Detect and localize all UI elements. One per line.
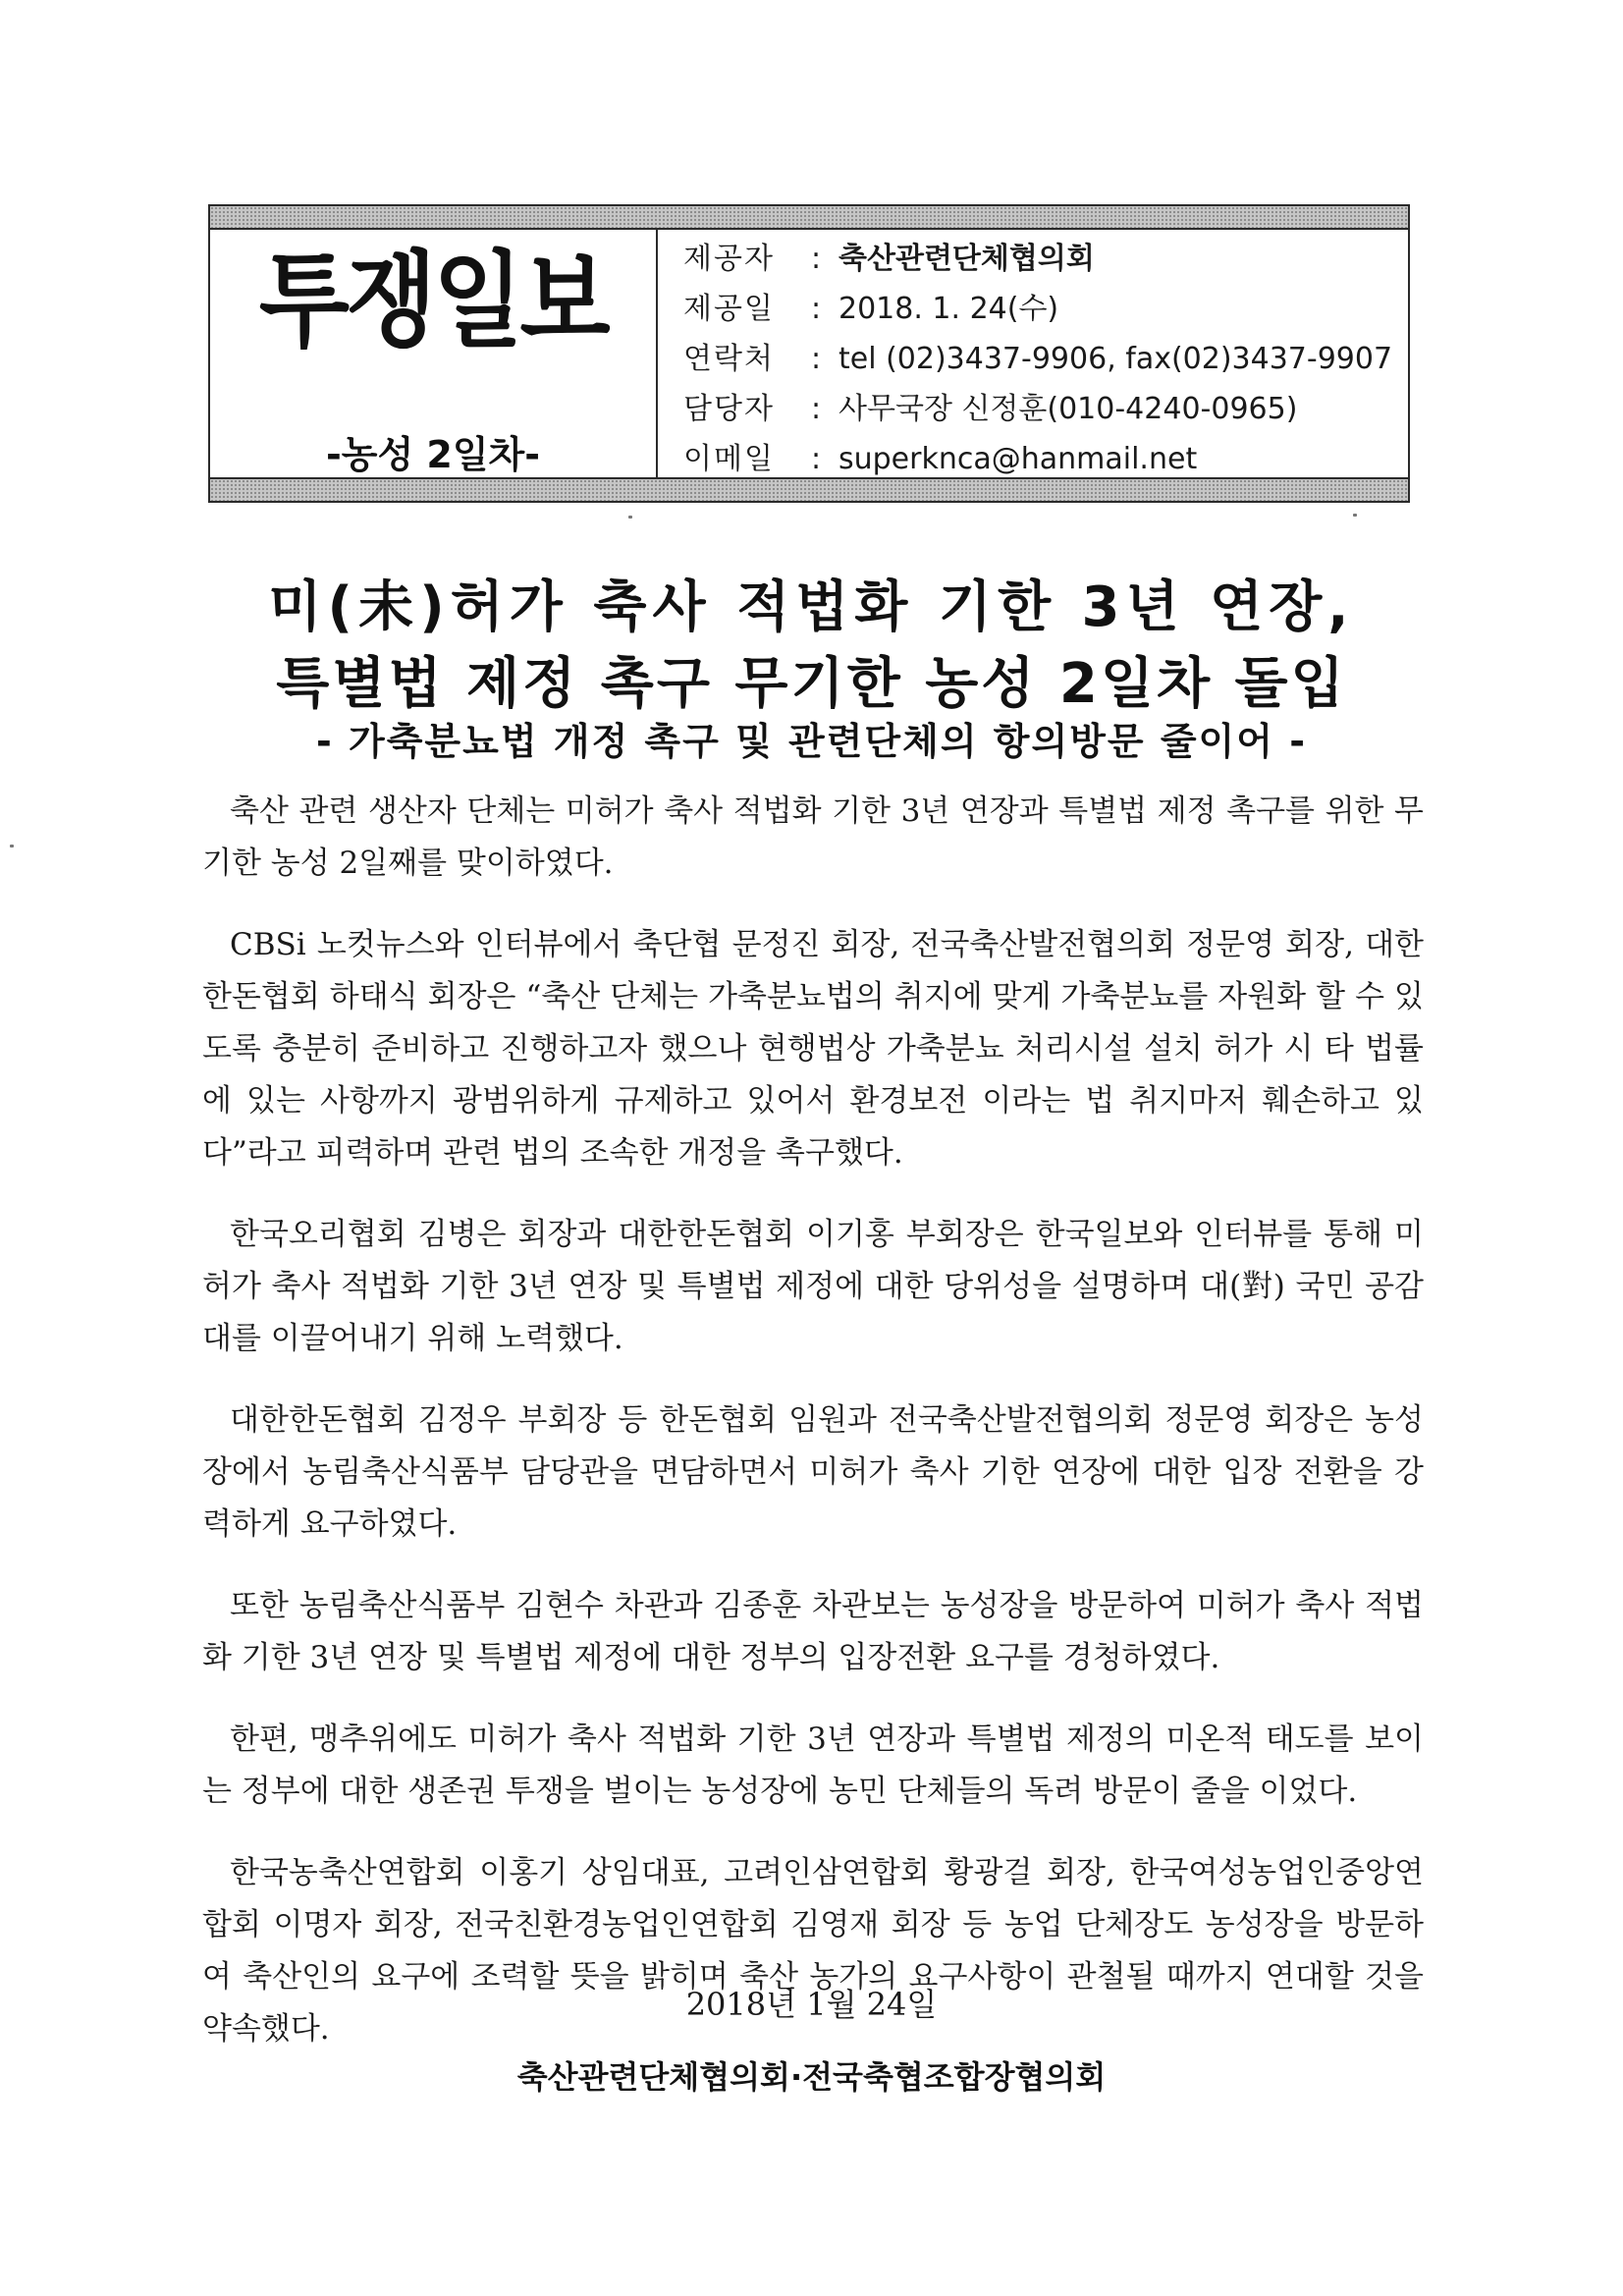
masthead-subtag: -농성 2일차- [325,433,541,476]
article-paragraph-2: CBSi 노컷뉴스와 인터뷰에서 축단협 문정진 회장, 전국축산발전협의회 정문영 회장, 대한한돈협회 하태식 회장은 “축산 단체는 가축분뇨법의 취지에 맞게 가축분뇨를 자원화 할 수 있도록 충분히 준비하고 진행하고자 했으나 현행법상 가축분뇨 처리시설 설치 허가 시 타 법률에 있는 사항까지 광범위하게 규제하고 있어서 환경보전 이라는 법 취지마저 훼손하고 있다”라고 피력하며 관련 법의 조속한 개정을 촉구했다. [202,927,1424,1171]
masthead-title: 투쟁일보 [258,241,608,361]
scan-speck [10,845,14,847]
info-label: 연락처 [683,342,775,376]
article-paragraph-1: 축산 관련 생산자 단체는 미허가 축사 적법화 기한 3년 연장과 특별법 제정 촉구를 위한 무기한 농성 2일째를 맞이하였다. [202,793,1424,881]
info-value-provider: 축산관련단체협의회 [839,242,1095,276]
article-paragraph-6: 한편, 맹추위에도 미허가 축사 적법화 기한 3년 연장과 특별법 제정의 미온적 태도를 보이는 정부에 대한 생존권 투쟁을 벌이는 농성장에 농민 단체들의 독려 방문이 줄을 이었다. [202,1722,1424,1809]
info-row-date [683,284,1398,334]
info-value-email: superknca@hanmail.net [839,442,1198,476]
release-date: 2018년 1월 24일 [685,1986,938,2023]
info-label: 제공자 [683,242,775,276]
masthead-cell [210,230,658,477]
header-bottom-band [210,477,1408,501]
info-colon: : [810,342,822,376]
info-value-contact: tel (02)3437-9906, fax(02)3437-9907 [839,342,1393,376]
press-release-header-box [208,204,1410,503]
article-paragraph-4: 대한한돈협회 김정우 부회장 등 한돈협회 임원과 전국축산발전협의회 정문영 회장은 농성장에서 농림축산식품부 담당관을 면담하면서 미허가 축사 기한 연장에 대한 입장 전환을 강력하게 요구하였다. [202,1402,1424,1542]
headline-subtitle: - 가축분뇨법 개정 촉구 및 관련단체의 항의방문 줄이어 - [316,720,1307,763]
scan-speck [1353,514,1357,517]
info-row-provider [683,234,1398,284]
article-paragraph-7: 한국농축산연합회 이홍기 상임대표, 고려인삼연합회 황광걸 회장, 한국여성농업인중앙연합회 이명자 회장, 전국친환경농업인연합회 김영재 회장 등 농업 단체장도 농성장을 방문하여 축산인의 요구에 조력할 뜻을 밝히며 축산 농가의 요구사항이 관철될 때까지 연대할 것을 약속했다. [202,1855,1424,2047]
info-colon: : [810,242,822,276]
info-label: 제공일 [683,292,775,326]
info-value-manager: 사무국장 신정훈(010-4240-0965) [839,392,1298,426]
info-colon: : [810,442,822,476]
header-top-band [210,206,1408,230]
info-label: 담당자 [683,392,775,426]
info-value-date: 2018. 1. 24(수) [839,292,1059,326]
article-paragraph-3: 한국오리협회 김병은 회장과 대한한돈협회 이기홍 부회장은 한국일보와 인터뷰를 통해 미허가 축사 적법화 기한 3년 연장 및 특별법 제정에 대한 당위성을 설명하며 대(對) 국민 공감대를 이끌어내기 위해 노력했다. [202,1217,1424,1356]
info-row-manager [683,384,1398,434]
info-colon: : [810,392,822,426]
article-body [202,786,1424,2085]
info-label: 이메일 [683,442,775,476]
contact-info [683,234,1398,484]
article-paragraph-5: 또한 농림축산식품부 김현수 차관과 김종훈 차관보는 농성장을 방문하여 미허가 축사 적법화 기한 3년 연장 및 특별법 제정에 대한 정부의 입장전환 요구를 경청하였다. [202,1588,1424,1675]
issuer-signature: 축산관련단체협의회·전국축협조합장협의회 [516,2058,1107,2096]
info-colon: : [810,292,822,326]
scan-speck [628,516,632,519]
headline-line-1: 미(未)허가 축사 적법화 기한 3년 연장, [268,575,1355,639]
info-row-contact [683,334,1398,384]
headline-line-2: 특별법 제정 촉구 무기한 농성 2일차 돌입 [276,652,1347,716]
